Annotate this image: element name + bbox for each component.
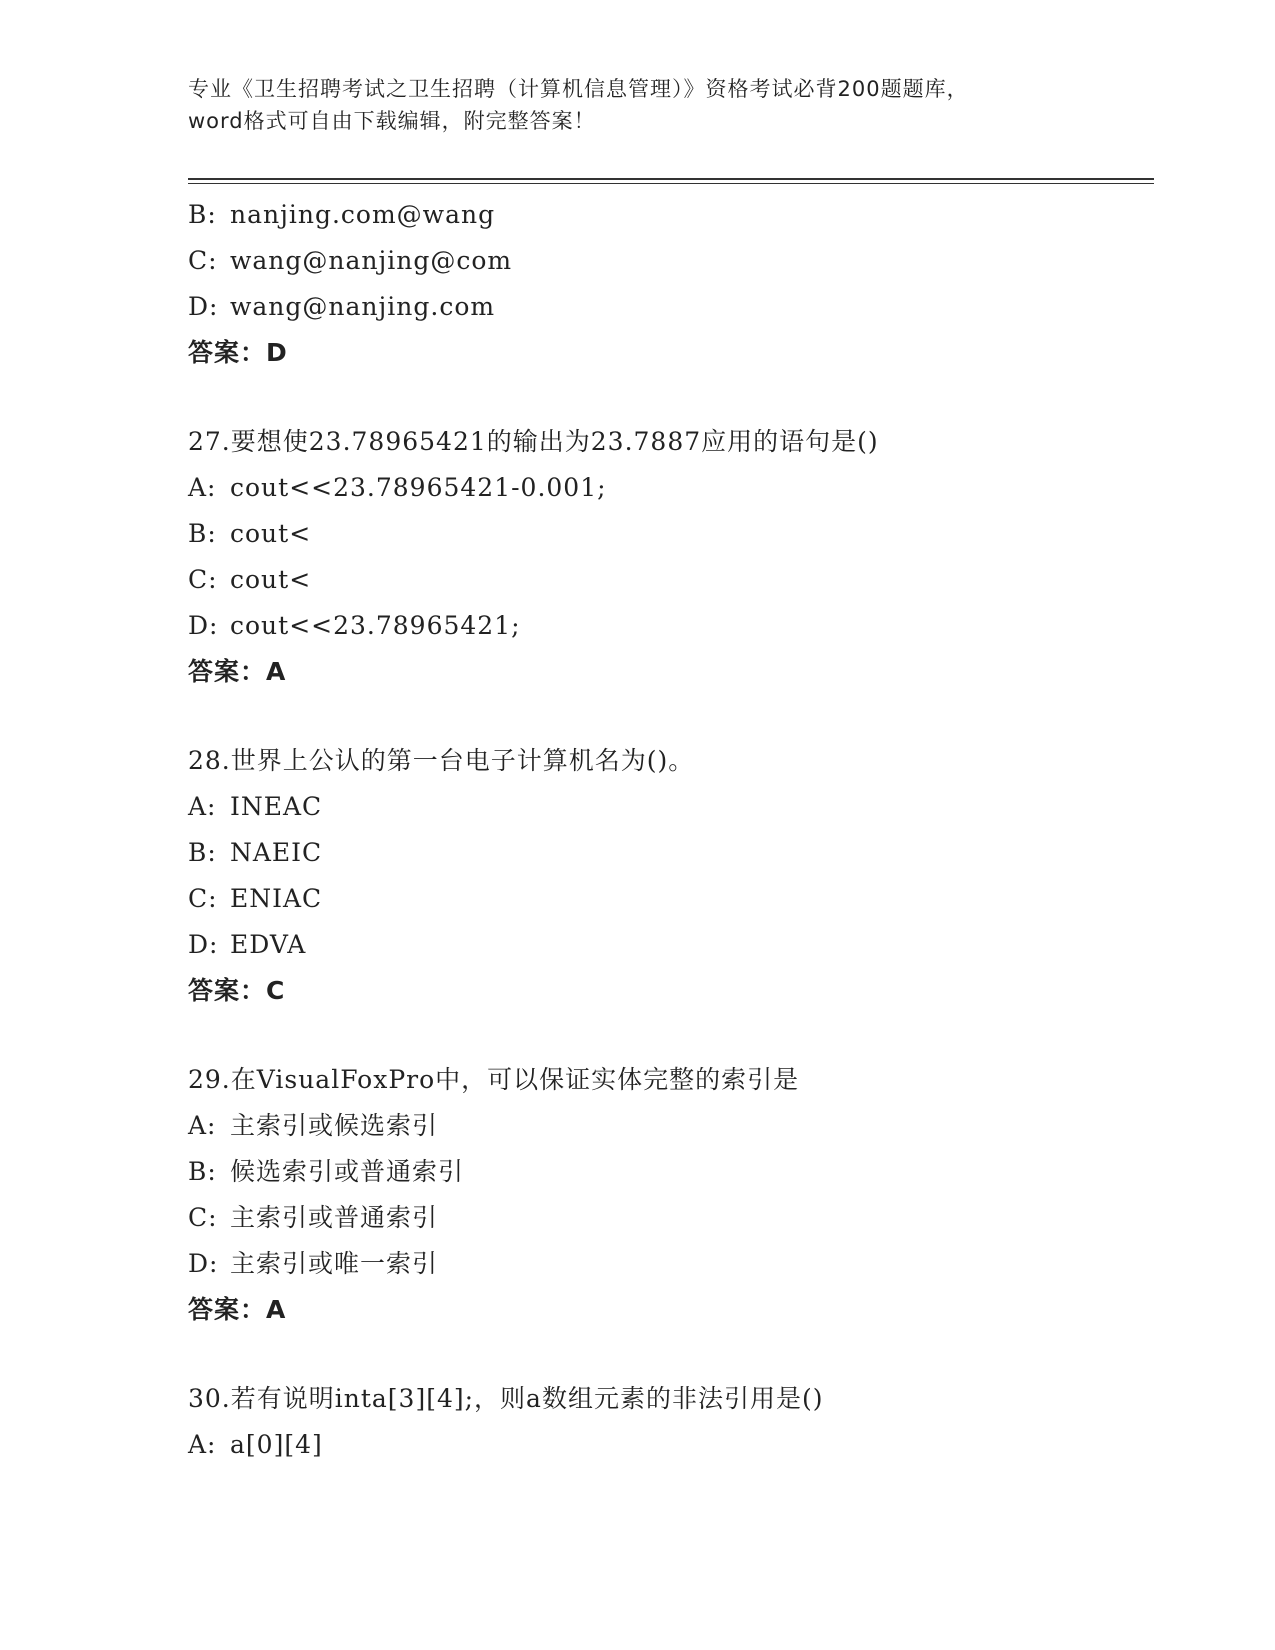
answer: 答案：A	[188, 1295, 287, 1324]
question-stem: 28.世界上公认的第一台电子计算机名为()。	[188, 746, 695, 775]
question-30	[188, 1376, 1154, 1468]
option-d: D: wang@nanjing.com	[188, 292, 496, 321]
question-29	[188, 1057, 1154, 1333]
question-28	[188, 738, 1154, 1014]
header-divider-thick	[188, 178, 1154, 180]
option-b: B: 候选索引或普通索引	[188, 1157, 465, 1186]
option-d: D: 主索引或唯一索引	[188, 1249, 439, 1278]
option-a: A: INEAC	[188, 792, 323, 821]
document-header	[188, 73, 1088, 137]
option-a: A: a[0][4]	[188, 1430, 323, 1459]
option-c: C: cout<	[188, 565, 312, 594]
option-a: A: 主索引或候选索引	[188, 1111, 439, 1140]
option-b: B: cout<	[188, 519, 312, 548]
header-line-2: word格式可自由下载编辑，附完整答案！	[188, 109, 596, 133]
question-stem: 29.在VisualFoxPro中，可以保证实体完整的索引是	[188, 1065, 800, 1094]
option-c: C: ENIAC	[188, 884, 323, 913]
question-27	[188, 419, 1154, 695]
header-line-1: 专业《卫生招聘考试之卫生招聘（计算机信息管理）》资格考试必背200题题库，	[188, 77, 969, 101]
option-c: C: wang@nanjing@com	[188, 246, 513, 275]
question-26-continued	[188, 192, 1154, 376]
question-list	[188, 192, 1154, 1468]
question-stem: 30.若有说明inta[3][4];，则a数组元素的非法引用是()	[188, 1384, 824, 1413]
option-b: B: nanjing.com@wang	[188, 200, 496, 229]
question-stem: 27.要想使23.78965421的输出为23.7887应用的语句是()	[188, 427, 879, 456]
option-b: B: NAEIC	[188, 838, 323, 867]
answer: 答案：C	[188, 976, 286, 1005]
option-a: A: cout<<23.78965421-0.001;	[188, 473, 607, 502]
answer: 答案：D	[188, 338, 288, 367]
header-divider-thin	[188, 183, 1154, 184]
option-d: D: EDVA	[188, 930, 307, 959]
option-c: C: 主索引或普通索引	[188, 1203, 439, 1232]
answer: 答案：A	[188, 657, 287, 686]
option-d: D: cout<<23.78965421;	[188, 611, 521, 640]
